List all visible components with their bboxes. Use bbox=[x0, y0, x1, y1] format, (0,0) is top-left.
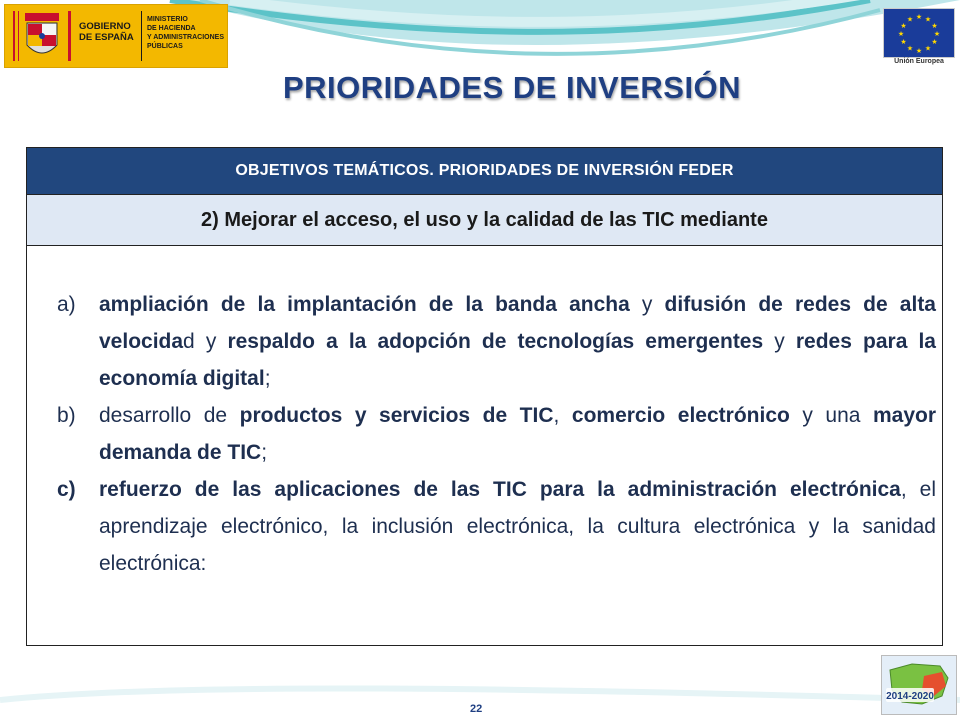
list-item-b bbox=[57, 397, 936, 471]
svg-text:★: ★ bbox=[906, 44, 914, 53]
text-run: y bbox=[763, 330, 796, 353]
thematic-objective: 2) Mejorar el acceso, el uso y la calidad de las TIC mediante bbox=[27, 195, 942, 246]
svg-text:★: ★ bbox=[933, 30, 941, 38]
gov-line-2: DE ESPAÑA bbox=[79, 32, 134, 43]
text-run: productos y servicios de TIC bbox=[239, 404, 554, 427]
ministry-line-3: Y ADMINISTRACIONES bbox=[147, 34, 225, 41]
spain-coat-of-arms-icon bbox=[13, 11, 71, 61]
page-number: 22 bbox=[470, 703, 483, 715]
gov-line-1: GOBIERNO bbox=[79, 21, 131, 32]
priorities-list bbox=[27, 286, 942, 582]
svg-text:★: ★ bbox=[931, 22, 938, 30]
svg-text:★: ★ bbox=[915, 13, 923, 21]
spain-map-2014-2020-logo bbox=[881, 655, 957, 715]
government-of-spain-logo bbox=[4, 4, 228, 68]
svg-text:★: ★ bbox=[915, 47, 923, 55]
svg-text:★: ★ bbox=[897, 30, 905, 38]
svg-text:★: ★ bbox=[931, 38, 938, 46]
list-item-c bbox=[57, 471, 936, 582]
text-run: ; bbox=[261, 441, 268, 464]
ministry-line-1: MINISTERIO bbox=[147, 16, 188, 23]
list-item-a bbox=[57, 286, 936, 397]
ministry-line-2: DE HACIENDA bbox=[147, 25, 196, 32]
logo-divider bbox=[141, 11, 142, 61]
text-run: redes para la economía digital bbox=[99, 330, 936, 390]
text-run: respaldo a la adopción de tecnologías emergentes bbox=[227, 330, 764, 353]
list-item-text bbox=[99, 471, 936, 582]
list-item-text bbox=[99, 286, 936, 397]
svg-text:★: ★ bbox=[924, 44, 932, 53]
text-run: difusión de redes de alta velocida bbox=[99, 293, 936, 353]
text-run: refuerzo de las aplicaciones de las TIC para la administración electrónica bbox=[99, 478, 901, 501]
text-run: , el aprendizaje electrónico, la inclusión electrónica, la cultura electrónica y la sanidad electrónica: bbox=[99, 478, 936, 575]
text-run: comercio electrónico bbox=[571, 404, 790, 427]
text-run: y una bbox=[789, 404, 873, 427]
svg-text:★: ★ bbox=[900, 22, 907, 30]
list-marker: c) bbox=[57, 478, 76, 501]
svg-text:★: ★ bbox=[900, 38, 907, 46]
svg-text:★: ★ bbox=[924, 15, 932, 24]
text-run: mayor demanda de TIC bbox=[99, 404, 936, 464]
gov-name bbox=[79, 21, 134, 43]
text-run: d y bbox=[183, 330, 228, 353]
text-run: ; bbox=[264, 367, 271, 390]
eu-label: Unión Europea bbox=[894, 58, 944, 65]
text-run: desarrollo de bbox=[99, 404, 240, 427]
svg-text:★: ★ bbox=[906, 15, 914, 24]
ministry-name bbox=[147, 15, 224, 51]
list-marker: a) bbox=[57, 293, 76, 316]
ministry-line-4: PÚBLICAS bbox=[147, 43, 183, 50]
list-marker: b) bbox=[57, 404, 76, 427]
list-item-text bbox=[99, 397, 936, 471]
text-run: y bbox=[629, 293, 665, 316]
text-run: , bbox=[553, 404, 572, 427]
table-header: OBJETIVOS TEMÁTICOS. PRIORIDADES DE INVERSIÓN FEDER bbox=[27, 148, 942, 195]
page-title: PRIORIDADES DE INVERSIÓN bbox=[282, 70, 742, 105]
eu-flag-icon bbox=[883, 8, 955, 58]
period-logo-text: 2014-2020 bbox=[886, 691, 934, 702]
priorities-table bbox=[26, 147, 943, 646]
text-run: ampliación de la implantación de la banda ancha bbox=[99, 293, 630, 316]
